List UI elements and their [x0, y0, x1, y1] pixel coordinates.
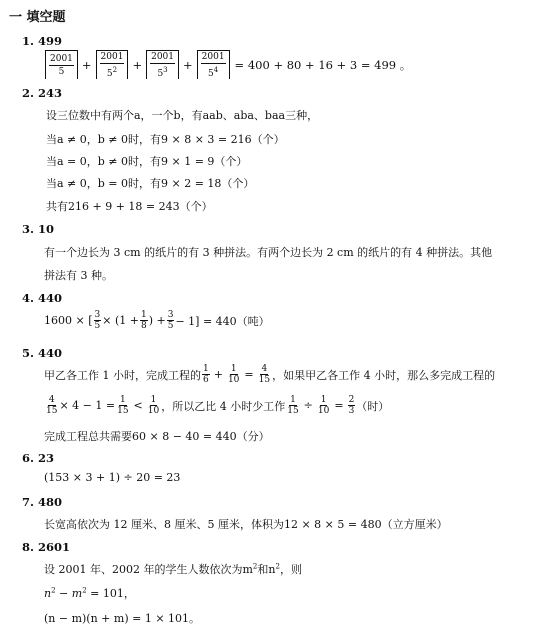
floor-term-2: $\frac{2001}{5^2}$	[96, 50, 129, 79]
q5-line-1: 甲乙各工作 1 小时，完成工程的 $\frac{1}{6}$ + $\frac{1}{10}$ = $\frac{4}{15}$ ，如果甲乙各工作 4 小时，那么多完成工程的	[44, 364, 496, 385]
q7-line-1: 长宽高依次为 12 厘米、8 厘米、5 厘米，体积为12 × 8 × 5 = 480（立方厘米）	[44, 518, 448, 531]
q2-line-5: 共有216 + 9 + 18 = 243（个）	[46, 200, 213, 213]
q5-line-3: 完成工程总共需要60 × 8 − 40 = 440（分）	[44, 430, 270, 443]
q5-line-2: $\frac{4}{15}$ × 4 − 1 = $\frac{1}{15}$ < $\frac{1}{10}$ ，所以乙比 4 小时少工作 $\frac{1}{15}$ ÷ $\frac{1}{10}$ = $\frac{2}{3}$ （时）	[46, 395, 390, 416]
q4-formula: 1600 × [ $\frac{3}{5}$ × (1 + $\frac{1}{8}$ ) + $\frac{3}{5}$ − 1] = 440（吨）	[44, 310, 270, 331]
q6-answer: 6. 23	[22, 451, 55, 465]
floor-term-4: $\frac{2001}{5^4}$	[197, 50, 230, 79]
q2-line-4: 当a ≠ 0，b = 0时，有9 × 2 = 18（个）	[46, 177, 255, 190]
q8-line-2: $n^2 - m^2 = 101$，	[44, 586, 135, 600]
floor-term-1: $\frac{2001}{5}$	[45, 50, 78, 79]
section-title: 一 填空题	[9, 10, 66, 25]
q8-line-1: 设 2001 年、2002 年的学生人数依次为$m^2$和$n^2$，则	[44, 562, 302, 576]
q2-answer: 2. 243	[22, 86, 63, 100]
q2-line-3: 当a = 0，b ≠ 0时，有9 × 1 = 9（个）	[46, 155, 248, 168]
q5-answer: 5. 440	[22, 346, 63, 360]
q3-line-1: 有一个边长为 3 cm 的纸片的有 3 种拼法。有两个边长为 2 cm 的纸片的有 4 种拼法。其他	[44, 246, 493, 259]
q7-answer: 7. 480	[22, 495, 63, 509]
q6-line-1: (153 × 3 + 1) ÷ 20 = 23	[44, 471, 181, 484]
q3-line-2: 拼法有 3 种。	[44, 269, 113, 282]
q1-formula: $\frac{2001}{5}$ + $\frac{2001}{5^2}$ + $\frac{2001}{5^3}$ + $\frac{2001}{5^4}$ = 400 + 80 + 16 + 3 = 499 。	[44, 50, 411, 79]
q3-answer: 3. 10	[22, 222, 55, 236]
q2-line-2: 当a ≠ 0，b ≠ 0时，有9 × 8 × 3 = 216（个）	[46, 133, 285, 146]
q2-line-1: 设三位数中有两个a，一个b，有aab、aba、baa三种，	[46, 109, 319, 122]
floor-term-3: $\frac{2001}{5^3}$	[146, 50, 179, 79]
q8-line-3: (n − m)(n + m) = 1 × 101。	[44, 612, 201, 625]
q8-answer: 8. 2601	[22, 540, 71, 554]
q1-answer: 1. 499	[22, 34, 63, 48]
q4-answer: 4. 440	[22, 291, 63, 305]
